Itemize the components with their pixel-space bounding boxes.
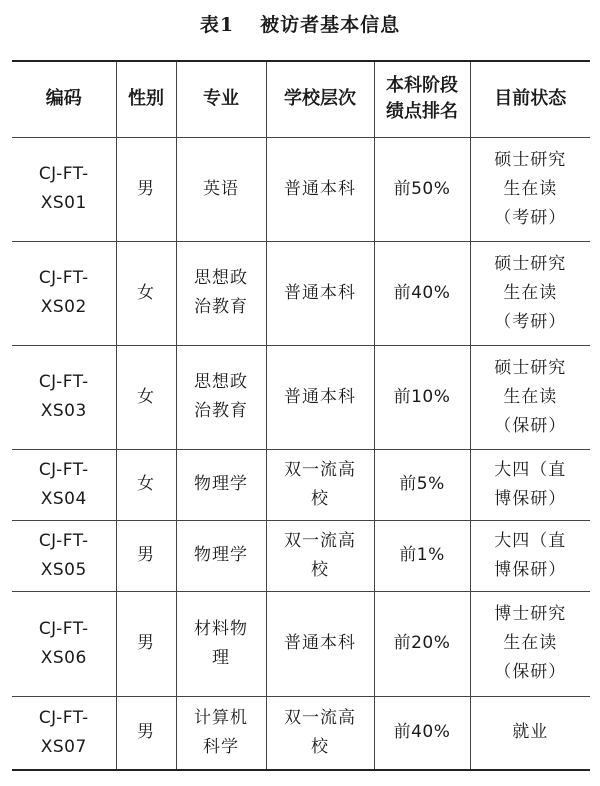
cell-gpa-rank: 前40%	[374, 696, 470, 770]
table-row	[12, 591, 590, 696]
header-sex: 性别	[116, 61, 176, 137]
cell-sex: 男	[116, 591, 176, 696]
header-current-status: 目前状态	[470, 61, 590, 137]
table-row	[12, 696, 590, 770]
cell-sex: 男	[116, 137, 176, 241]
cell-sex: 女	[116, 345, 176, 449]
cell-gpa-rank: 前10%	[374, 345, 470, 449]
cell-gpa-rank: 前20%	[374, 591, 470, 696]
cell-code: CJ-FT- XS04	[12, 449, 116, 520]
cell-major: 物理学	[176, 449, 266, 520]
cell-major: 思想政 治教育	[176, 345, 266, 449]
cell-code: CJ-FT- XS02	[12, 241, 116, 345]
cell-gpa-rank: 前5%	[374, 449, 470, 520]
cell-school-level: 双一流高 校	[266, 520, 374, 591]
cell-status: 大四（直 博保研）	[470, 449, 590, 520]
header-school-level: 学校层次	[266, 61, 374, 137]
table-row	[12, 520, 590, 591]
cell-sex: 男	[116, 520, 176, 591]
table-row	[12, 345, 590, 449]
cell-major: 思想政 治教育	[176, 241, 266, 345]
header-major: 专业	[176, 61, 266, 137]
cell-gpa-rank: 前40%	[374, 241, 470, 345]
cell-code: CJ-FT- XS01	[12, 137, 116, 241]
cell-sex: 女	[116, 241, 176, 345]
table-row	[12, 137, 590, 241]
cell-code: CJ-FT- XS07	[12, 696, 116, 770]
cell-status: 硕士研究 生在读 （考研）	[470, 137, 590, 241]
cell-major: 英语	[176, 137, 266, 241]
cell-major: 物理学	[176, 520, 266, 591]
cell-school-level: 普通本科	[266, 591, 374, 696]
cell-status: 大四（直 博保研）	[470, 520, 590, 591]
cell-gpa-rank: 前1%	[374, 520, 470, 591]
respondent-info-table	[12, 60, 590, 771]
cell-status: 博士研究 生在读 （保研）	[470, 591, 590, 696]
cell-sex: 男	[116, 696, 176, 770]
cell-school-level: 双一流高 校	[266, 696, 374, 770]
cell-major: 材料物 理	[176, 591, 266, 696]
cell-school-level: 普通本科	[266, 241, 374, 345]
cell-status: 就业	[470, 696, 590, 770]
table-row	[12, 449, 590, 520]
header-row	[12, 61, 590, 137]
cell-school-level: 双一流高 校	[266, 449, 374, 520]
cell-school-level: 普通本科	[266, 345, 374, 449]
table-caption	[0, 10, 600, 37]
table-row	[12, 241, 590, 345]
cell-school-level: 普通本科	[266, 137, 374, 241]
cell-gpa-rank: 前50%	[374, 137, 470, 241]
cell-status: 硕士研究 生在读 （考研）	[470, 241, 590, 345]
cell-code: CJ-FT- XS06	[12, 591, 116, 696]
table-title: 被访者基本信息	[260, 14, 401, 36]
cell-code: CJ-FT- XS05	[12, 520, 116, 591]
cell-status: 硕士研究 生在读 （保研）	[470, 345, 590, 449]
cell-sex: 女	[116, 449, 176, 520]
header-code: 编码	[12, 61, 116, 137]
table-number: 表1	[199, 14, 235, 36]
cell-major: 计算机 科学	[176, 696, 266, 770]
cell-code: CJ-FT- XS03	[12, 345, 116, 449]
header-gpa-rank: 本科阶段 绩点排名	[374, 61, 470, 137]
